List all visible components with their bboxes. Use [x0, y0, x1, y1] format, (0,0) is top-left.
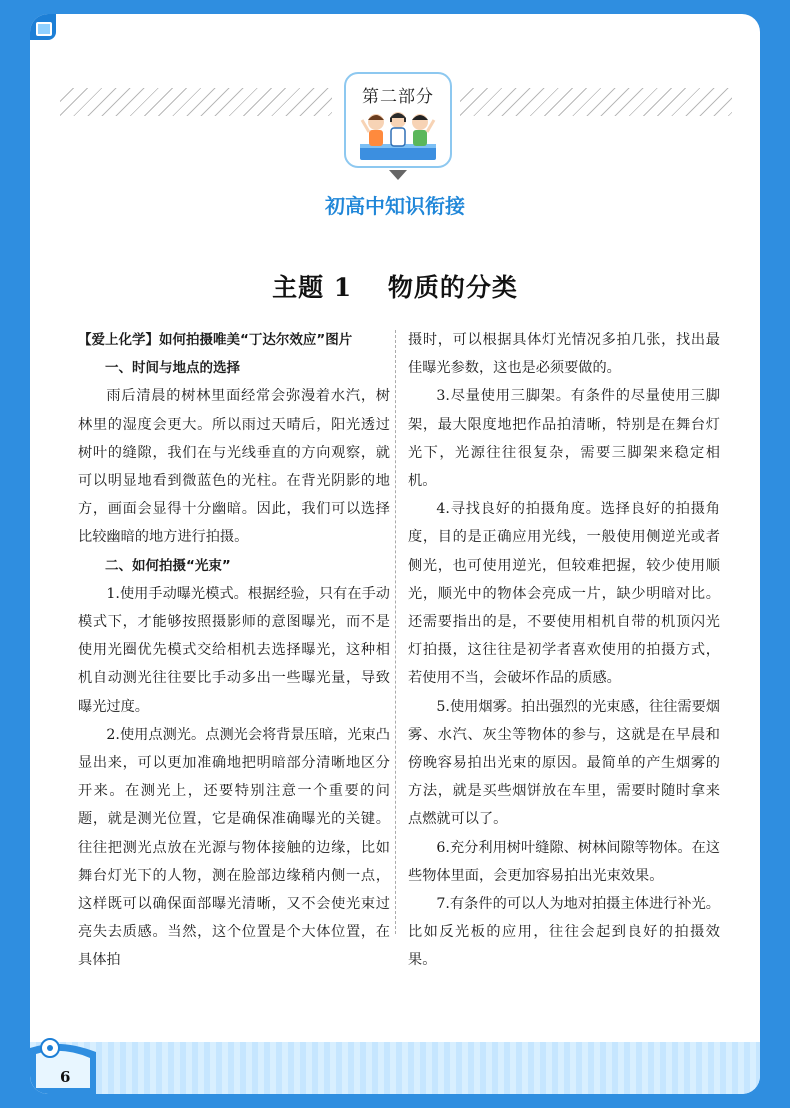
paragraph: 雨后清晨的树林里面经常会弥漫着水汽，树林里的湿度会更大。所以雨过天晴后，阳光透过树叶的缝隙，我们在与光线垂直的方向观察，就可以明显地看到微蓝色的光柱。在背光阴影的地方，画面会显得十分幽暗。因此，我们可以选择比较幽暗的地方进行拍摄。 — [78, 388, 390, 546]
header-hatch-left — [60, 88, 332, 116]
subheading: 一、时间与地点的选择 — [105, 360, 240, 377]
paragraph: 3.尽量使用三脚架。有条件的尽量使用三脚架，最大限度地把作品拍清晰，特别是在舞台灯光下，光源往往很复杂，需要三脚架来稳定相机。 — [408, 388, 720, 490]
right-column — [408, 326, 720, 975]
header-hatch-right — [460, 88, 732, 116]
page-number: 6 — [60, 1068, 71, 1086]
paragraph: 6.充分利用树叶缝隙、树林间隙等物体。在这些物体里面，会更加容易拍出光束效果。 — [408, 839, 720, 884]
paragraph: 2.使用点测光。点测光会将背景压暗，光束凸显出来，可以更加准确地把明暗部分清晰地区分开来。在测光上，还要特别注意一个重要的问题，就是测光位置，它是确保准确曝光的关键。往往把测光点放在光源与物体接触的边缘，比如舞台灯光下的人物，测在脸部边缘稍内侧一点，这样既可以确保面部曝光清晰，又不会使光束过亮失去质感。当然，这个位置是个大体位置，在具体拍 — [78, 726, 390, 969]
footer-band — [30, 1042, 760, 1094]
column-divider — [395, 330, 397, 934]
corner-bookmark-icon — [30, 14, 56, 40]
paragraph: 7.有条件的可以人为地对拍摄主体进行补光。比如反光板的应用，往往会起到良好的拍摄效果。 — [408, 896, 720, 969]
subheading: 二、如何拍摄“光束” — [105, 557, 231, 574]
left-column — [78, 326, 390, 975]
part-badge — [344, 72, 452, 168]
paragraph-continued: 摄时，可以根据具体灯光情况多拍几张，找出最佳曝光参数，这也是必须要做的。 — [408, 332, 720, 377]
section-name: 初高中知识衔接 — [325, 194, 465, 218]
down-arrow-icon — [389, 170, 407, 180]
paragraph: 4.寻找良好的拍摄角度。选择良好的拍摄角度，目的是正确应用光线，一般使用侧逆光或者侧光，也可使用逆光，但较难把握，较少使用顺光，顺光中的物体会亮成一片，缺少明暗对比。还需要指出的是，不要使用相机自带的机顶闪光灯拍摄，这往往是初学者喜欢使用的拍摄方式，若使用不当，会破坏作品的质感。 — [408, 501, 720, 687]
article-heading: 【爱上化学】如何拍摄唯美“丁达尔效应”图片 — [78, 332, 353, 348]
part-label: 第二部分 — [362, 87, 434, 107]
paragraph: 5.使用烟雾。拍出强烈的光束感，往往需要烟雾、水汽、灰尘等物体的参与，这就是在早晨和傍晚容易拍出光束的原因。最简单的产生烟雾的方法，就是买些烟饼放在车里，需要时随时拿来点燃就可以了。 — [408, 698, 720, 828]
topic-title: 主题 1 物质的分类 — [272, 273, 518, 302]
paragraph: 1.使用手动曝光模式。根据经验，只有在手动模式下，才能够按照摄影师的意图曝光，而不是使用光圈优先模式交给相机去选择曝光，这种相机自动测光往往要比手动多出一些曝光量，导致曝光过度。 — [78, 585, 390, 715]
children-illustration-icon — [358, 108, 438, 162]
page-sheet — [30, 14, 760, 1094]
